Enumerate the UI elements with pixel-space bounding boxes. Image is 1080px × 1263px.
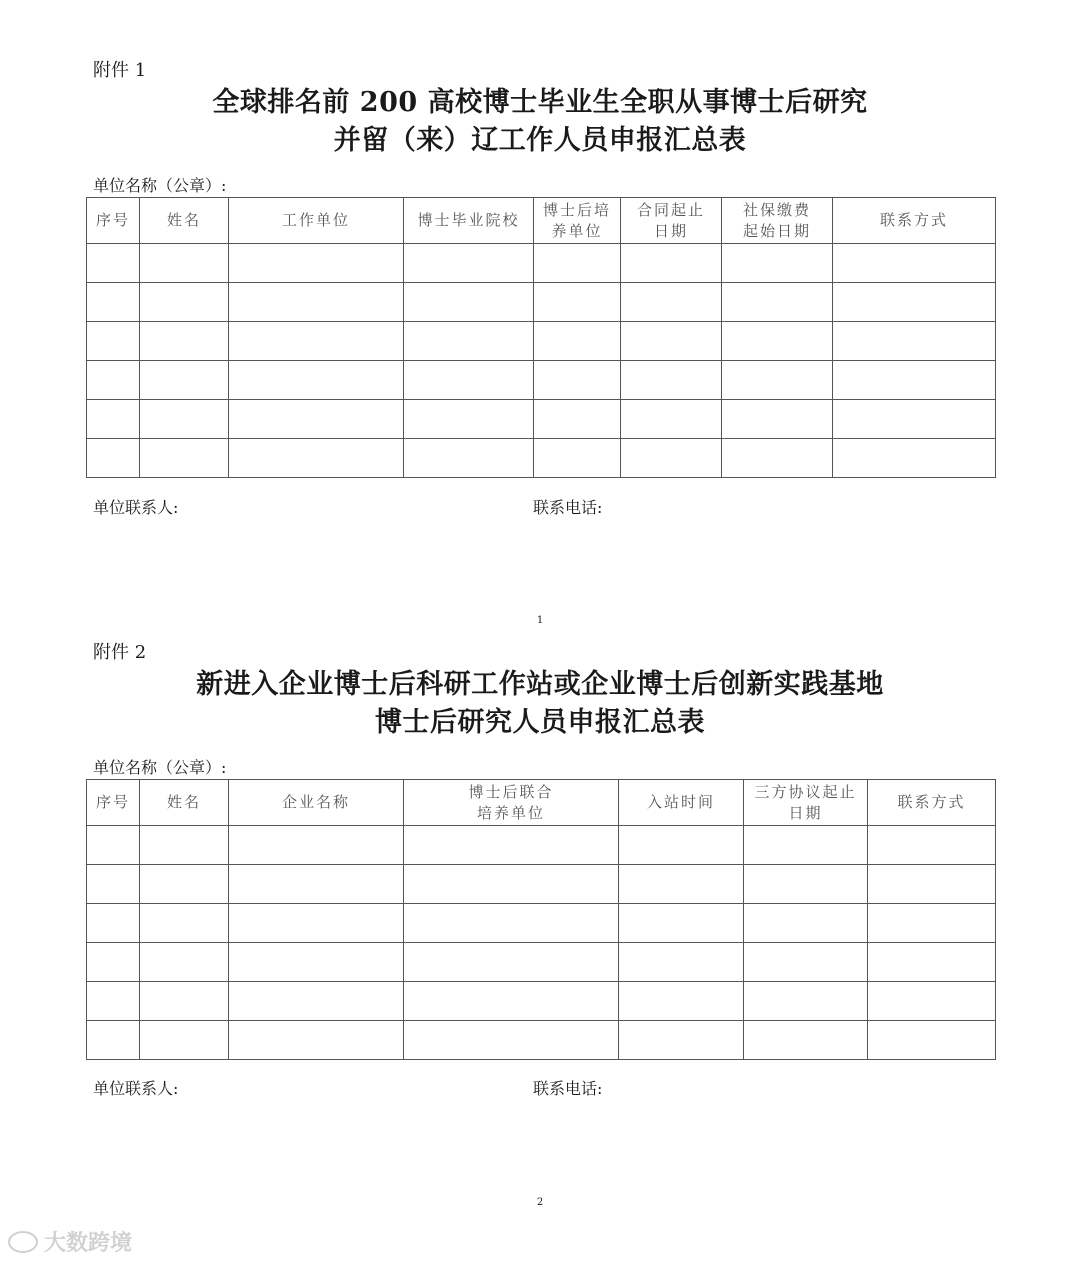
table-cell [87,826,140,865]
table-cell [140,826,229,865]
table-row [87,361,996,400]
table-cell [619,904,744,943]
table-cell [404,400,534,439]
table-cell [140,439,229,478]
table-cell [868,826,996,865]
page-title-line1: 新进入企业博士后科研工作站或企业博士后创新实践基地 [196,669,884,700]
table-row [87,283,996,322]
table-cell [229,400,404,439]
table-header-row [87,198,996,244]
table-cell [229,982,404,1021]
table-cell [534,439,621,478]
column-header: 合同起止 日期 [621,198,722,244]
table-cell [868,982,996,1021]
table-cell [744,826,868,865]
table-cell [404,982,619,1021]
table-cell [404,904,619,943]
table-cell [140,244,229,283]
table-cell [140,322,229,361]
table-cell [229,904,404,943]
contact-phone-label: 联系电话: [533,1079,603,1098]
table-header-row [87,780,996,826]
column-header: 联系方式 [868,780,996,826]
table-cell [744,1021,868,1060]
table-cell [404,439,534,478]
table-cell [744,982,868,1021]
table-cell [621,361,722,400]
table-cell [744,904,868,943]
table-row [87,322,996,361]
column-header: 工作单位 [229,198,404,244]
table-cell [619,865,744,904]
column-header: 博士后联合 培养单位 [404,780,619,826]
table-cell [140,283,229,322]
table-cell [534,244,621,283]
table-row [87,1021,996,1060]
table-cell [140,904,229,943]
table-cell [229,865,404,904]
column-header: 企业名称 [229,780,404,826]
watermark-text: 大数跨境 [44,1231,133,1256]
table-cell [722,244,833,283]
table-cell [404,244,534,283]
table-cell [229,244,404,283]
column-header: 社保缴费 起始日期 [722,198,833,244]
table-cell [404,361,534,400]
column-header: 联系方式 [833,198,996,244]
table-row [87,904,996,943]
page-title-line2: 并留（来）辽工作人员申报汇总表 [333,125,747,156]
table-cell [621,400,722,439]
table-cell [833,283,996,322]
contact-phone-label: 联系电话: [533,498,603,517]
table-cell [87,982,140,1021]
column-header: 三方协议起止 日期 [744,780,868,826]
table-cell [619,943,744,982]
table-cell [722,439,833,478]
table-cell [534,361,621,400]
table-cell [404,1021,619,1060]
page-title-line1: 全球排名前 200 高校博士毕业生全职从事博士后研究 [212,87,868,118]
table-cell [140,865,229,904]
table-cell [621,439,722,478]
column-header: 姓名 [140,198,229,244]
table-cell [868,865,996,904]
page-number: 1 [536,615,544,626]
contact-person-label: 单位联系人: [93,498,179,517]
table-cell [833,361,996,400]
summary-table [86,779,996,1060]
table-cell [722,400,833,439]
table-row [87,244,996,283]
table-row [87,865,996,904]
table-row [87,439,996,478]
table-row [87,826,996,865]
unit-name-label: 单位名称（公章）: [93,758,227,777]
table-cell [229,361,404,400]
table-cell [87,400,140,439]
table-cell [722,361,833,400]
table-cell [404,283,534,322]
table-cell [140,361,229,400]
table-cell [534,283,621,322]
table-cell [833,244,996,283]
summary-table [86,197,996,478]
brand-logo-icon [8,1231,38,1253]
table-cell [619,982,744,1021]
annex-label: 附件 2 [93,642,147,663]
table-cell [744,865,868,904]
table-cell [229,943,404,982]
unit-name-label: 单位名称（公章）: [93,176,227,195]
column-header: 序号 [87,198,140,244]
table-row [87,982,996,1021]
column-header: 博士后培 养单位 [534,198,621,244]
table-row [87,943,996,982]
page-1 [0,0,1080,626]
table-cell [621,283,722,322]
table-cell [833,400,996,439]
page-number: 2 [536,1197,544,1208]
table-cell [140,1021,229,1060]
table-cell [619,826,744,865]
column-header: 姓名 [140,780,229,826]
table-cell [534,400,621,439]
contact-person-label: 单位联系人: [93,1079,179,1098]
table-cell [229,1021,404,1060]
table-cell [621,322,722,361]
table-cell [87,244,140,283]
annex-label: 附件 1 [93,60,147,81]
table-cell [229,439,404,478]
table-cell [87,283,140,322]
table-cell [744,943,868,982]
column-header: 博士毕业院校 [404,198,534,244]
table-cell [722,322,833,361]
table-row [87,400,996,439]
table-cell [140,400,229,439]
table-cell [722,283,833,322]
table-cell [833,322,996,361]
table-cell [87,322,140,361]
table-cell [140,943,229,982]
table-cell [140,982,229,1021]
table-cell [87,865,140,904]
watermark [8,1226,132,1257]
table-cell [534,322,621,361]
table-cell [833,439,996,478]
table-cell [868,1021,996,1060]
table-cell [404,943,619,982]
page-title-line2: 博士后研究人员申报汇总表 [375,707,705,738]
table-cell [87,1021,140,1060]
table-cell [868,904,996,943]
table-cell [404,865,619,904]
table-cell [229,826,404,865]
table-cell [404,826,619,865]
table-cell [87,439,140,478]
table-cell [619,1021,744,1060]
page-2 [0,580,1080,1208]
table-cell [868,943,996,982]
table-cell [87,943,140,982]
table-cell [87,904,140,943]
table-cell [404,322,534,361]
table-cell [229,283,404,322]
column-header: 序号 [87,780,140,826]
column-header: 入站时间 [619,780,744,826]
table-cell [621,244,722,283]
table-cell [229,322,404,361]
table-cell [87,361,140,400]
